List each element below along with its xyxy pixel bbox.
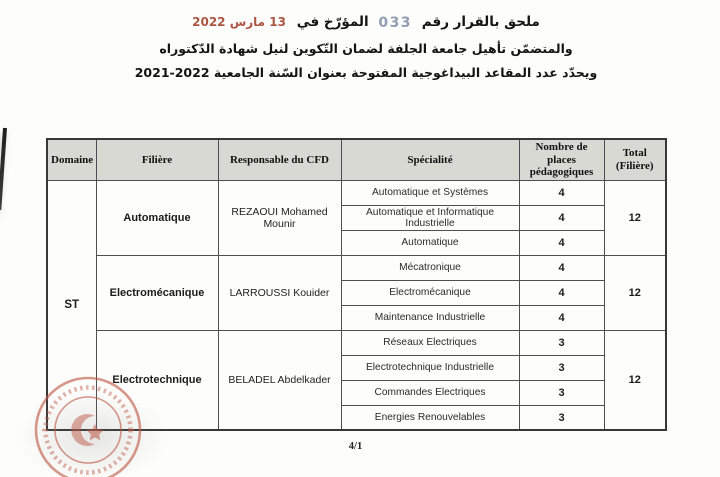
places-cell: 4 <box>519 280 604 305</box>
places-cell: 4 <box>519 230 604 255</box>
places-cell: 4 <box>519 305 604 330</box>
decree-title-pre: ملحق بالقرار رقم <box>421 14 540 30</box>
specialite-cell: Automatique et Systèmes <box>341 180 519 205</box>
specialite-cell: Maintenance Industrielle <box>341 305 519 330</box>
places-table <box>46 138 667 431</box>
domaine-cell: ST <box>47 180 96 430</box>
filiere-cell: Electromécanique <box>96 255 218 330</box>
col-header-domaine: Domaine <box>47 139 96 180</box>
table-header-row <box>47 139 666 180</box>
places-cell: 3 <box>519 355 604 380</box>
specialite-cell: Automatique <box>341 230 519 255</box>
specialite-cell: Electromécanique <box>341 280 519 305</box>
decree-date-stamp: 13 مارس 2022 <box>192 15 286 29</box>
responsable-cell: BELADEL Abdelkader <box>218 330 341 430</box>
places-cell: 3 <box>519 405 604 430</box>
places-cell: 4 <box>519 255 604 280</box>
specialite-cell: Automatique et Informatique Industrielle <box>341 205 519 230</box>
page-number: 4/1 <box>348 441 363 452</box>
specialite-cell: Energies Renouvelables <box>341 405 519 430</box>
col-header-responsable: Responsable du CFD <box>218 139 341 180</box>
scan-edge-artifact <box>0 128 7 210</box>
specialite-cell: Commandes Electriques <box>341 380 519 405</box>
col-header-specialite: Spécialité <box>341 139 519 180</box>
filiere-cell: Electrotechnique <box>96 330 218 430</box>
table-row <box>47 180 666 205</box>
places-cell: 3 <box>519 330 604 355</box>
places-cell: 4 <box>519 205 604 230</box>
places-cell: 4 <box>519 180 604 205</box>
decree-number-handwritten: 033 <box>378 15 413 31</box>
decree-title-line1 <box>6 14 720 30</box>
col-header-places: Nombre de places pédagogiques <box>519 139 604 180</box>
decree-title-mid: المؤرّخ في <box>296 14 369 30</box>
table-row <box>47 330 666 355</box>
col-header-filiere: Filière <box>96 139 218 180</box>
table-row <box>47 255 666 280</box>
places-table-wrapper <box>46 138 667 431</box>
total-cell: 12 <box>604 180 666 255</box>
total-cell: 12 <box>604 255 666 330</box>
decree-title-line3: ويحدّد عدد المقاعد البيداغوجية المفتوحة بعنوان السّنة الجامعية 2022-2021 <box>134 65 598 80</box>
specialite-cell: Réseaux Electriques <box>341 330 519 355</box>
decree-header <box>6 14 720 80</box>
places-cell: 3 <box>519 380 604 405</box>
responsable-cell: LARROUSSI Kouider <box>218 255 341 330</box>
responsable-cell: REZAOUI Mohamed Mounir <box>218 180 341 255</box>
total-cell: 12 <box>604 330 666 430</box>
specialite-cell: Mécatronique <box>341 255 519 280</box>
decree-title-line2: والمتضمّن تأهيل جامعة الجلفة لضمان التّكوين لنيل شهادة الدّكتوراه <box>159 41 573 56</box>
specialite-cell: Electrotechnique Industrielle <box>341 355 519 380</box>
filiere-cell: Automatique <box>96 180 218 255</box>
col-header-total: Total (Filière) <box>604 139 666 180</box>
